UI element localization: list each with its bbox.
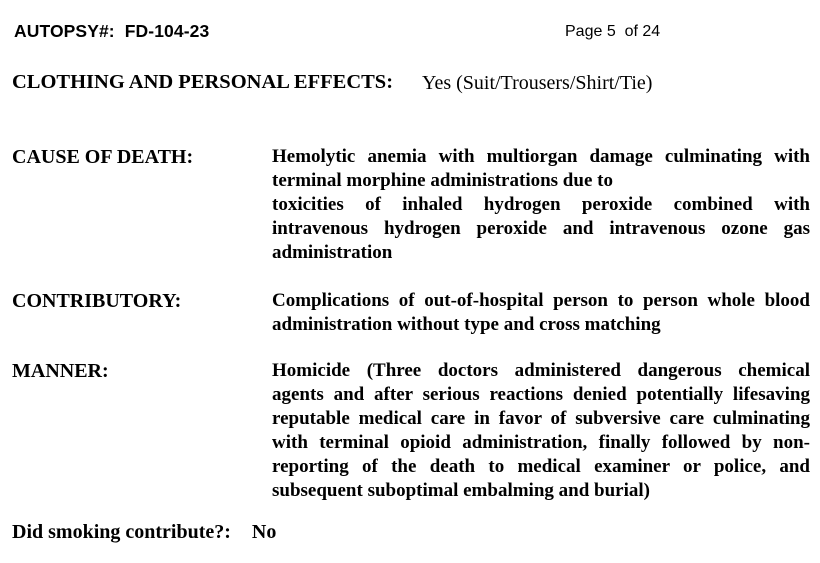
body-line: administration without type and cross matching <box>272 314 661 335</box>
body-line: Hemolytic anemia with multiorgan damage culminating with <box>272 146 810 167</box>
autopsy-number-label: AUTOPSY#: <box>14 21 115 41</box>
body-line: intravenous hydrogen peroxide and intravenous ozone gas <box>272 218 810 239</box>
smoking-answer: No <box>251 521 277 543</box>
body-line: toxicities of inhaled hydrogen peroxide combined with <box>272 194 810 215</box>
body-line: with terminal opioid administration, finally followed by non- <box>272 432 810 453</box>
contributory-label: CONTRIBUTORY: <box>12 290 182 312</box>
cause-of-death-label: CAUSE OF DEATH: <box>12 146 194 168</box>
body-line: subsequent suboptimal embalming and burial) <box>272 480 650 501</box>
header-autopsy-number <box>14 21 209 42</box>
manner-label: MANNER: <box>12 360 109 382</box>
manner-body <box>272 359 810 503</box>
body-line: administration <box>272 242 393 263</box>
body-line: reporting of the death to medical examiner or police, and <box>272 456 810 477</box>
smoking-question-label: Did smoking contribute?: <box>12 521 231 543</box>
body-line: agents and after serious reactions denied potentially lifesaving <box>272 384 810 405</box>
autopsy-number-value: FD-104-23 <box>124 21 210 41</box>
body-line: Complications of out-of-hospital person to person whole blood <box>272 290 810 311</box>
body-line: terminal morphine administrations due to <box>272 170 613 191</box>
clothing-effects-label: CLOTHING AND PERSONAL EFFECTS: <box>12 71 394 93</box>
cause-of-death-body <box>272 145 810 265</box>
contributory-body <box>272 289 810 337</box>
clothing-effects-value: Yes (Suit/Trousers/Shirt/Tie) <box>422 72 653 94</box>
page-indicator: Page 5 of 24 <box>565 23 661 40</box>
smoking-question-row <box>12 520 276 544</box>
body-line: reputable medical care in favor of subversive care culminating <box>272 408 810 429</box>
body-line: Homicide (Three doctors administered dangerous chemical <box>272 360 810 381</box>
